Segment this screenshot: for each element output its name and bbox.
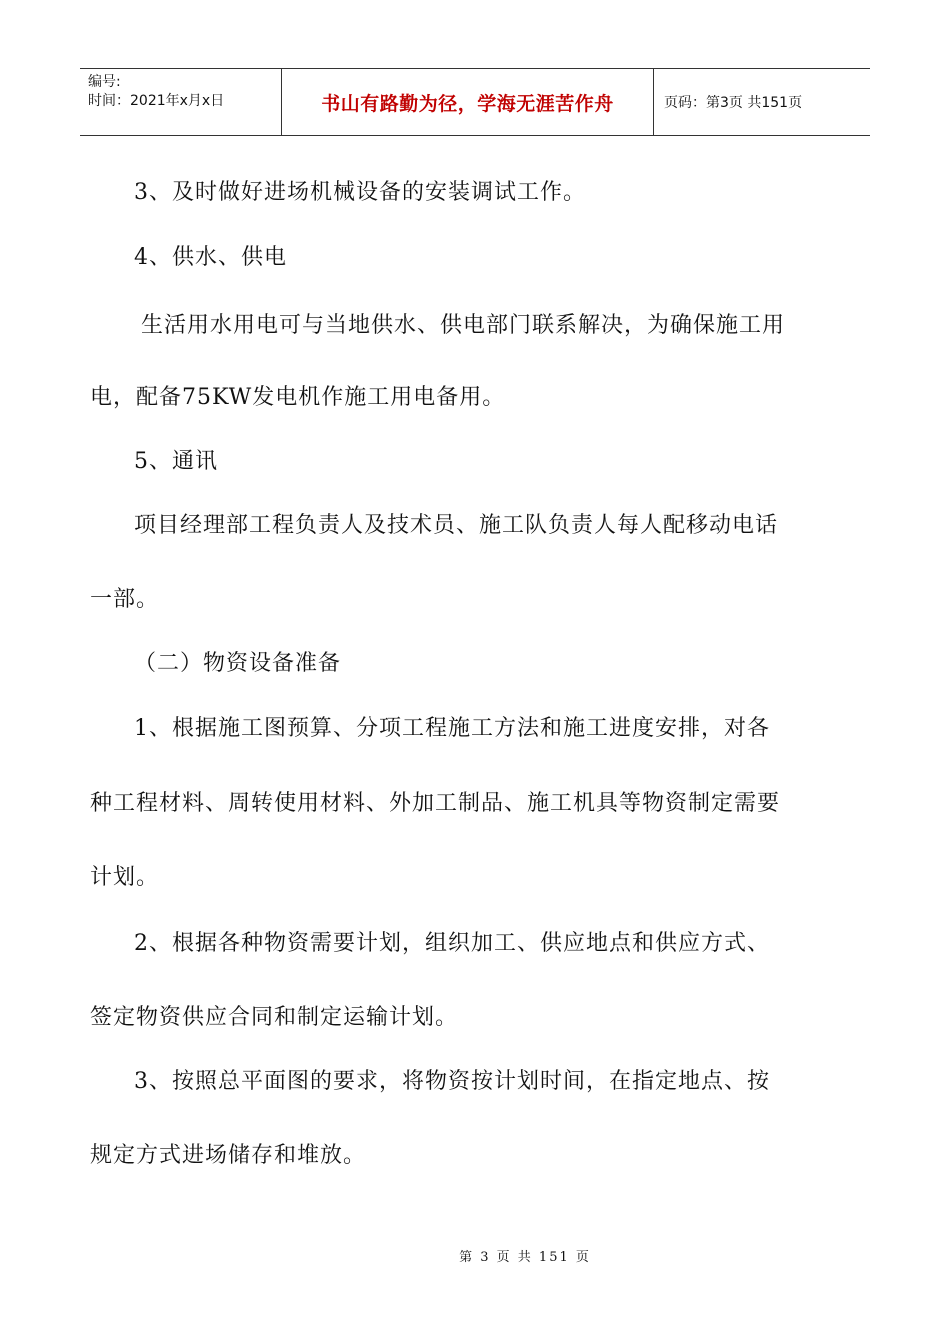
paragraph-line: 种工程材料、周转使用材料、外加工制品、施工机具等物资制定需要 <box>90 791 781 816</box>
paragraph-line: 1、根据施工图预算、分项工程施工方法和施工进度安排，对各 <box>134 716 770 741</box>
paragraph-line: 电，配备75KW发电机作施工用电备用。 <box>90 385 506 410</box>
paragraph-line: 4、供水、供电 <box>134 245 287 270</box>
paragraph-line: 规定方式进场储存和堆放。 <box>90 1143 367 1168</box>
section-heading: （二）物资设备准备 <box>134 651 342 676</box>
paragraph-line: 项目经理部工程负责人及技术员、施工队负责人每人配移动电话 <box>134 513 779 538</box>
document-number-label: 编号: <box>88 74 121 90</box>
paragraph-line: 计划。 <box>90 865 160 890</box>
paragraph-line: 一部。 <box>90 587 160 612</box>
paragraph-line: 签定物资供应合同和制定运输计划。 <box>90 1005 459 1030</box>
document-header <box>80 68 870 136</box>
page-footer: 第 3 页 共 151 页 <box>459 1250 591 1265</box>
paragraph-line: 3、及时做好进场机械设备的安装调试工作。 <box>134 180 586 205</box>
header-page-info: 页码：第3页 共151页 <box>664 95 803 111</box>
document-date: 时间：2021年x月x日 <box>88 93 225 109</box>
paragraph-line: 5、通讯 <box>134 449 218 474</box>
paragraph-line: 生活用水用电可与当地供水、供电部门联系解决，为确保施工用 <box>141 313 786 338</box>
paragraph-line: 3、按照总平面图的要求，将物资按计划时间，在指定地点、按 <box>134 1069 770 1094</box>
paragraph-line: 2、根据各种物资需要计划，组织加工、供应地点和供应方式、 <box>134 931 770 956</box>
header-left-cell <box>80 69 282 135</box>
header-motto: 书山有路勤为径，学海无涯苦作舟 <box>282 69 654 135</box>
